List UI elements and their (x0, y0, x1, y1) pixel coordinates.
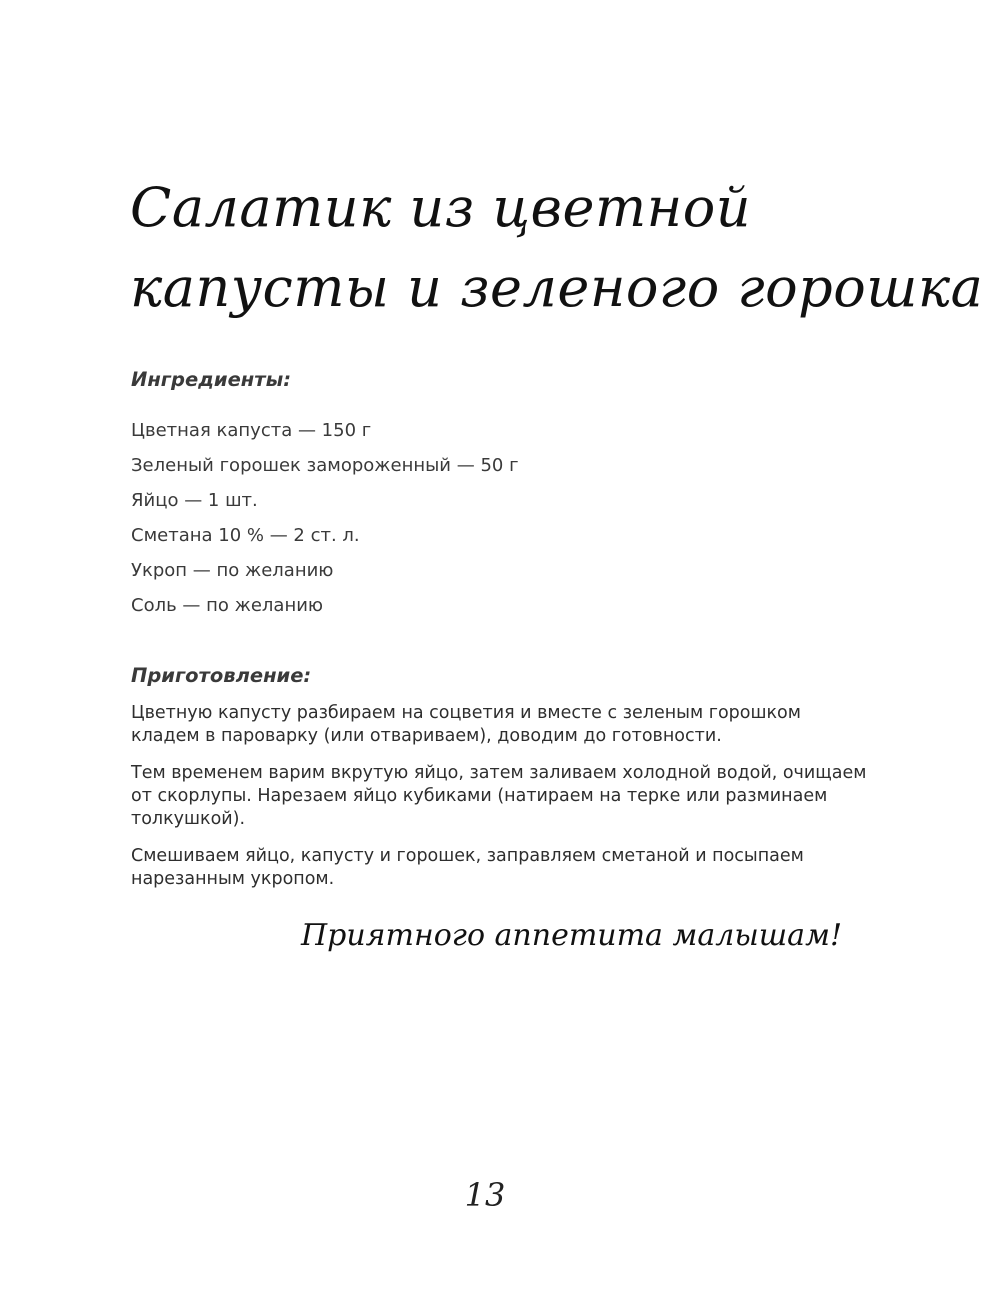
recipe-title-line-2: капусты и зеленого горошка (130, 256, 984, 319)
ingredient-item: Сметана 10 % — 2 ст. л. (131, 525, 360, 546)
preparation-steps (131, 702, 871, 905)
ingredient-item: Яйцо — 1 шт. (131, 490, 258, 511)
recipe-title (130, 168, 984, 328)
ingredient-item: Зеленый горошек замороженный — 50 г (131, 455, 519, 476)
preparation-step: Тем временем варим вкрутую яйцо, затем заливаем холодной водой, очищаем от скорлупы. Нарезаем яйцо кубиками (натираем на терке или разминаем толкушкой). (131, 763, 867, 829)
closing-wish: Приятного аппетита малышам! (300, 918, 842, 953)
preparation-step: Цветную капусту разбираем на соцветия и вместе с зеленым горошком кладем в пароварку (или отвариваем), доводим до готовности. (131, 703, 801, 746)
recipe-title-line-1: Салатик из цветной (130, 176, 752, 239)
ingredients-list (131, 413, 519, 623)
preparation-step: Смешиваем яйцо, капусту и горошек, заправляем сметаной и посыпаем нарезанным укропом. (131, 846, 804, 889)
ingredients-heading: Ингредиенты: (131, 368, 292, 391)
ingredient-item: Соль — по желанию (131, 595, 324, 616)
page-number: 13 (464, 1176, 506, 1214)
ingredient-item: Цветная капуста — 150 г (131, 420, 372, 441)
preparation-heading: Приготовление: (131, 664, 312, 687)
ingredient-item: Укроп — по желанию (131, 560, 334, 581)
